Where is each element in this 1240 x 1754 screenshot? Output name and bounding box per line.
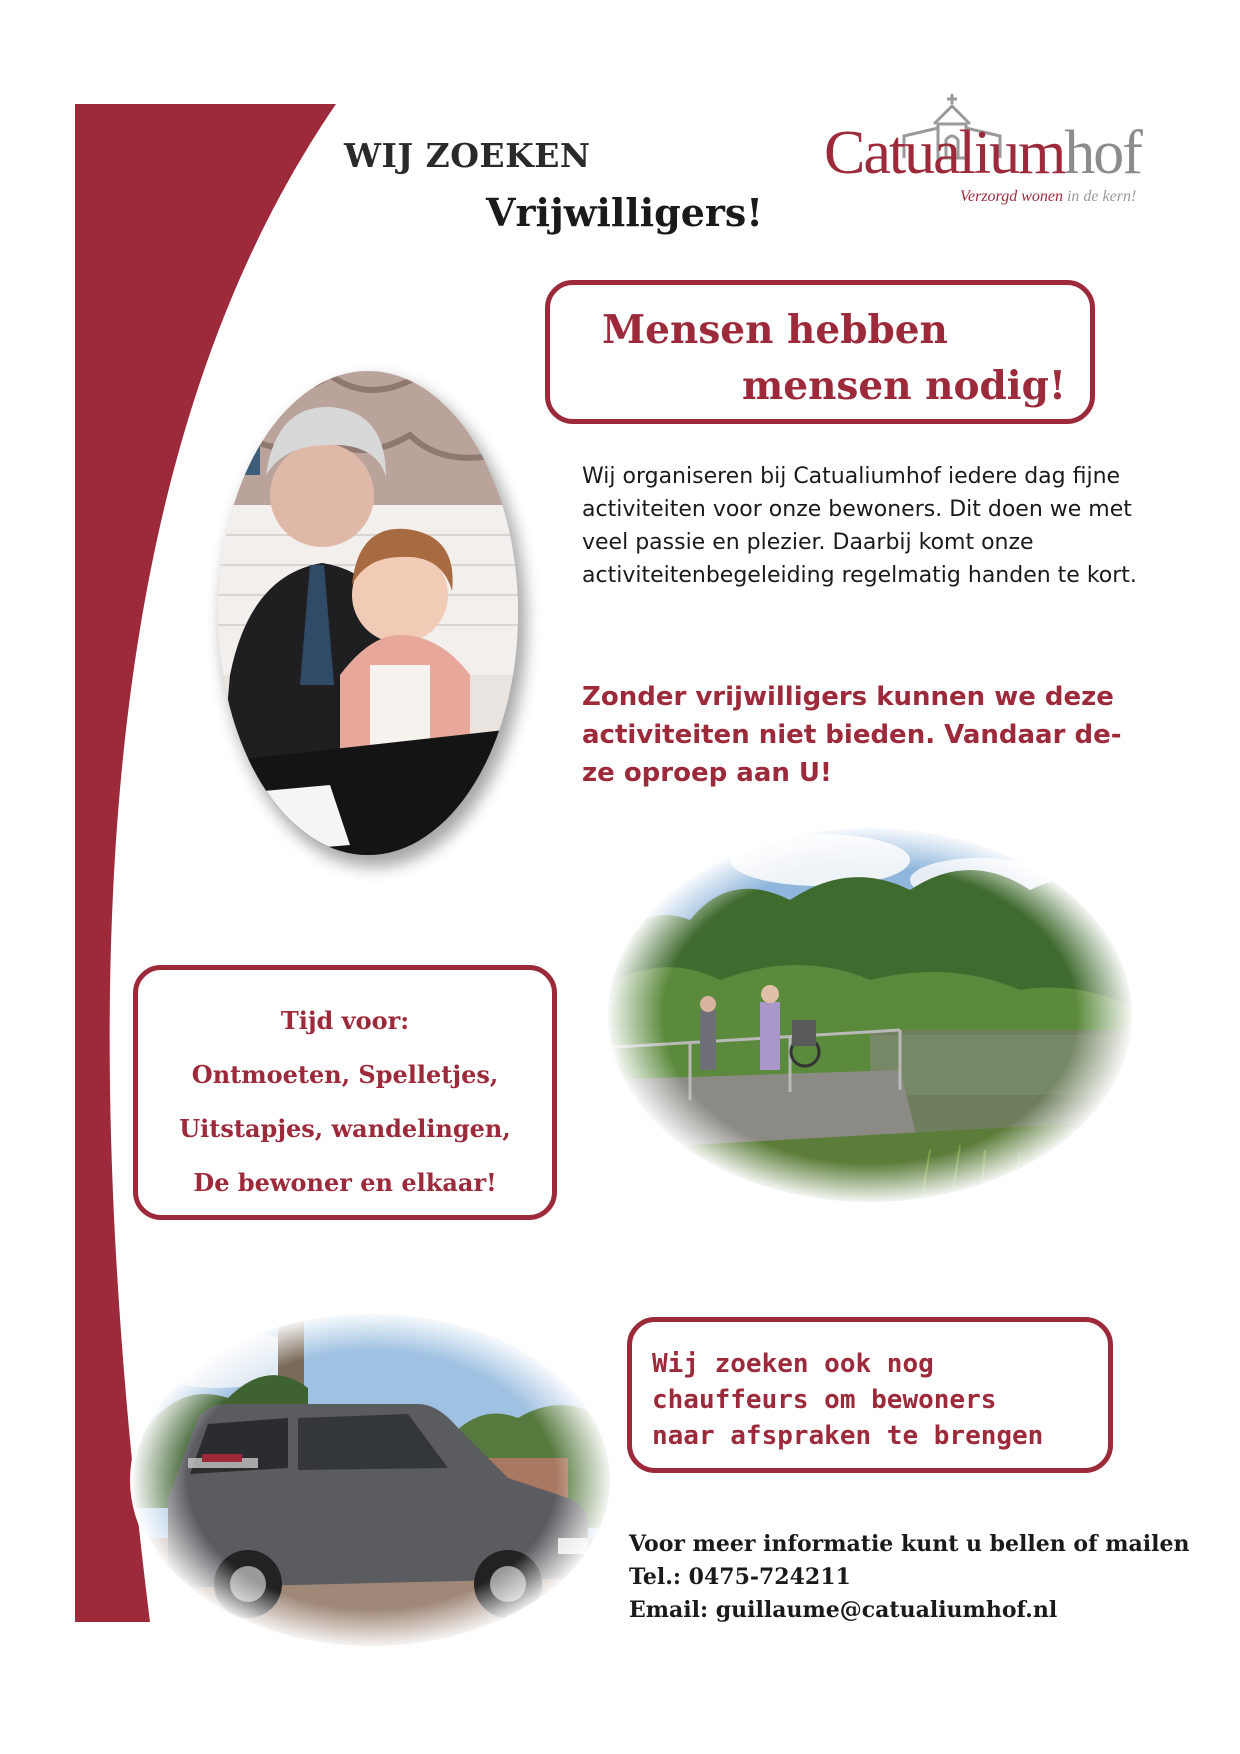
time-for-box xyxy=(133,965,557,1220)
slogan-line-2: mensen nodig! xyxy=(742,363,1066,409)
intro-paragraph: Wij organiseren bij Catualiumhof iedere dag fijne activiteiten voor onze bewoners. Dit doen we met veel passie en plezier. Daarbij komt onze activiteitenbegeleiding regelmatig handen te kort. xyxy=(582,464,1137,588)
page-title: Vrijwilligers! xyxy=(486,190,763,235)
contact-info xyxy=(629,1528,1189,1627)
time-for-heading: Tijd voor: xyxy=(280,1006,410,1035)
logo-wordmark: Catualiumhof xyxy=(824,119,1141,187)
slogan-line-1: Mensen hebben xyxy=(602,307,948,353)
drivers-text: Wij zoeken ook nog chauffeurs om bewoners naar afspraken te brengen xyxy=(652,1349,1044,1451)
eyebrow-heading: WIJ ZOEKEN xyxy=(344,136,591,175)
logo-tagline: Verzorgd wonen in de kern! xyxy=(960,188,1137,205)
callout-paragraph: Zonder vrijwilligers kunnen we deze activiteiten niet bieden. Vandaar de-ze oproep aan U! xyxy=(582,682,1122,788)
contact-email: Email: guillaume@catualiumhof.nl xyxy=(629,1597,1058,1623)
time-for-item: Uitstapjes, wandelingen, xyxy=(179,1114,511,1143)
photo-van xyxy=(128,1308,616,1653)
contact-intro: Voor meer informatie kunt u bellen of mailen xyxy=(629,1531,1190,1557)
drivers-box xyxy=(627,1317,1113,1473)
time-for-item: De bewoner en elkaar! xyxy=(193,1168,497,1197)
time-for-list xyxy=(138,994,552,1210)
catualiumhof-logo xyxy=(824,92,1164,212)
photo-lake-walk xyxy=(600,820,1140,1210)
time-for-item: Ontmoeten, Spelletjes, xyxy=(191,1060,499,1089)
contact-phone: Tel.: 0475-724211 xyxy=(629,1564,851,1590)
slogan-box xyxy=(545,280,1095,424)
photo-grandmother-child xyxy=(190,345,550,890)
